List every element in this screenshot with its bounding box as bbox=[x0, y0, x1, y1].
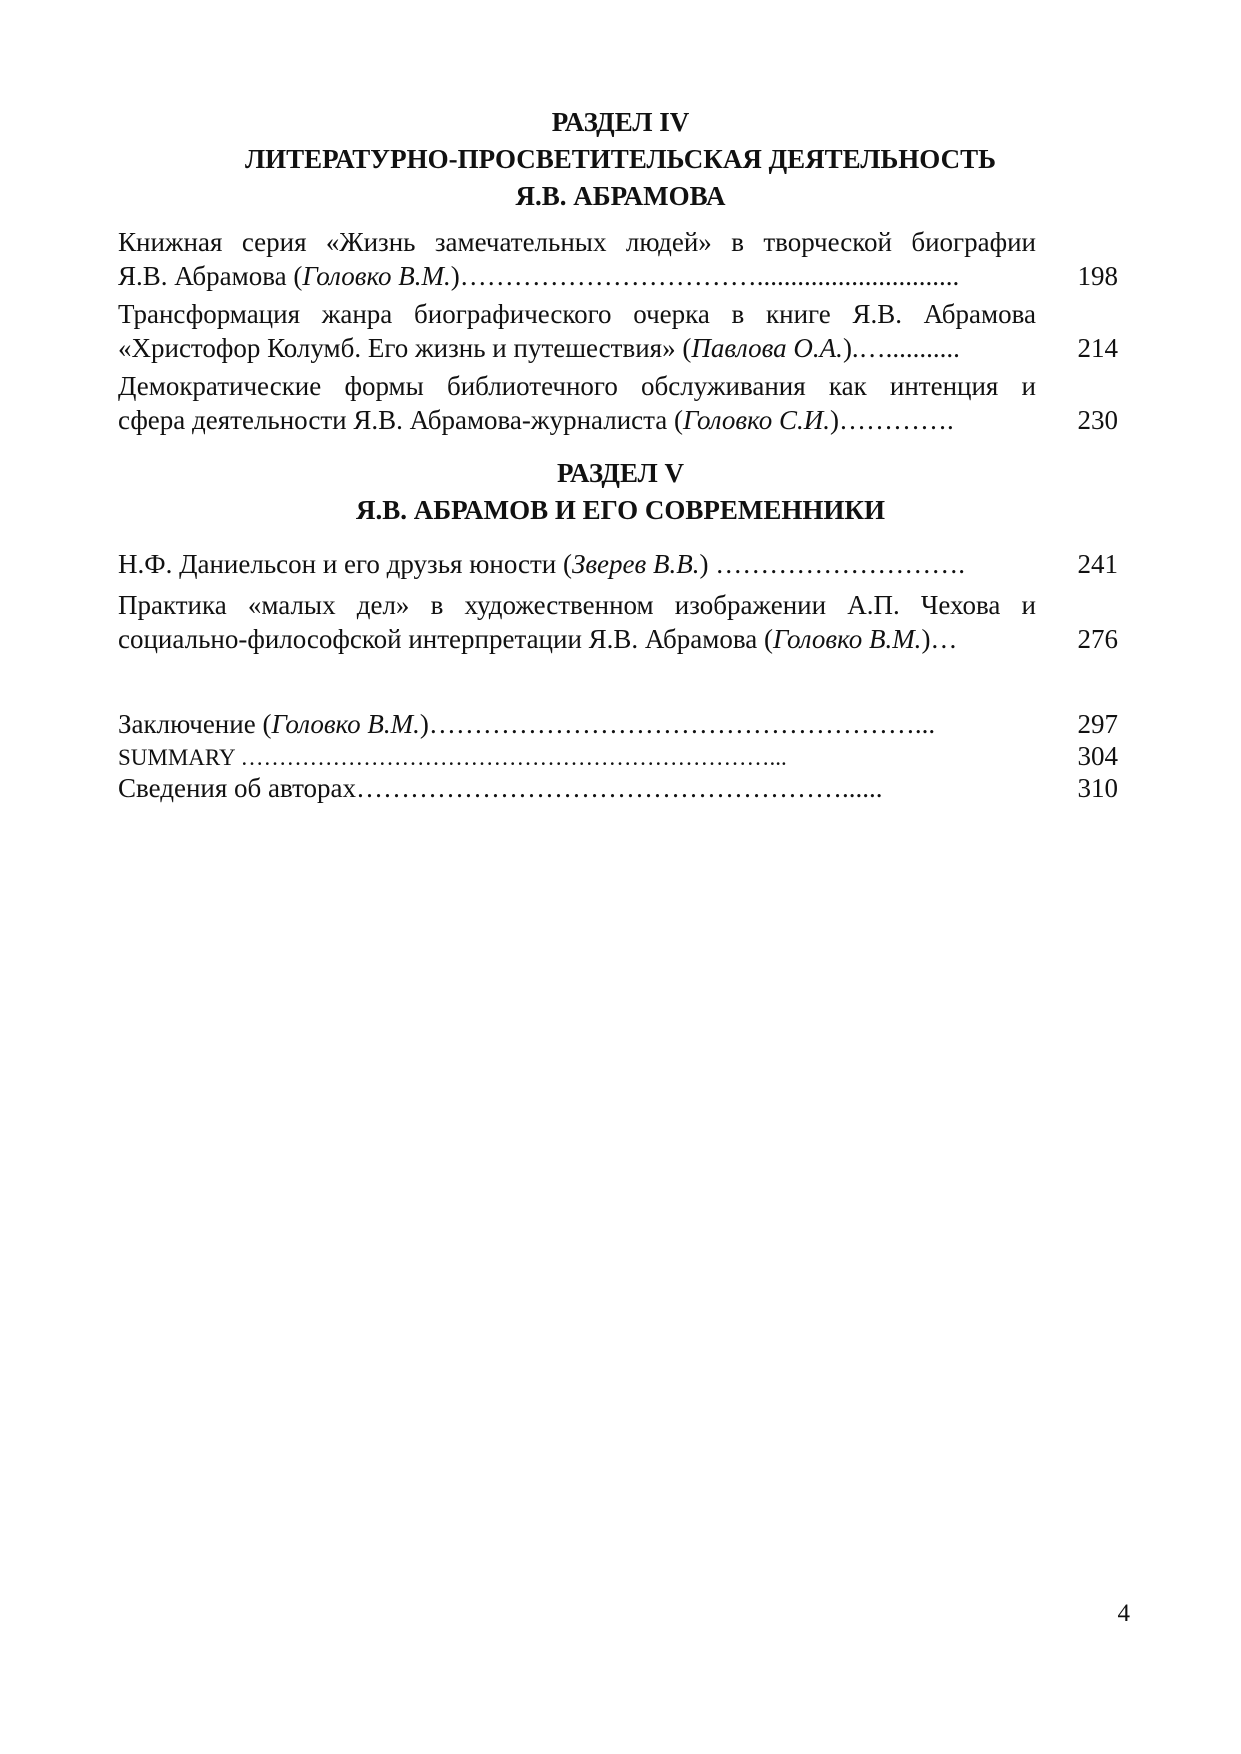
toc-entry-conclusion[interactable] bbox=[118, 707, 1118, 741]
section-4-heading bbox=[0, 104, 1241, 215]
toc-entry-leader: )………………………………………………... bbox=[419, 709, 936, 739]
toc-entry[interactable] bbox=[118, 547, 1118, 581]
toc-entry-title: Демократические формы библиотечного обслуживания как интенция и bbox=[118, 371, 1036, 401]
toc-entry-page: 241 bbox=[1077, 549, 1118, 579]
toc-entry-author: Головко В.М. bbox=[271, 709, 420, 739]
toc-entry[interactable] bbox=[118, 369, 1118, 437]
toc-entry[interactable] bbox=[118, 225, 1118, 293]
toc-entry-leader: )…………. bbox=[829, 405, 954, 435]
toc-entry[interactable] bbox=[118, 588, 1118, 656]
toc-entry-author: Павлова О.А. bbox=[691, 333, 843, 363]
toc-entry-leader: ).…........... bbox=[842, 333, 960, 363]
toc-entry-author: Зверев В.В. bbox=[571, 549, 700, 579]
toc-entry-text: Я.В. Абрамова ( bbox=[118, 261, 303, 291]
toc-entry-page: 276 bbox=[1077, 624, 1118, 654]
toc-entry-text: Сведения об авторах………………………………………………...... bbox=[118, 773, 883, 803]
toc-entry-leader: )… bbox=[921, 624, 958, 654]
toc-entry-text: Н.Ф. Даниельсон и его друзья юности ( bbox=[118, 549, 572, 579]
toc-entry-leader: ) ………………………. bbox=[699, 549, 965, 579]
toc-entry-text: социально-философской интерпретации Я.В. Абрамова ( bbox=[118, 624, 773, 654]
toc-entry-title: Трансформация жанра биографического очерка в книге Я.В. Абрамова bbox=[118, 299, 1036, 329]
toc-entry-text: Заключение ( bbox=[118, 709, 272, 739]
toc-entry[interactable] bbox=[118, 297, 1118, 365]
toc-entry-page: 310 bbox=[1077, 773, 1118, 803]
toc-entry-title: Практика «малых дел» в художественном изображении А.П. Чехова и bbox=[118, 590, 1036, 620]
page-number: 4 bbox=[1117, 1600, 1130, 1627]
section-5-subtitle: Я.В. АБРАМОВ И ЕГО СОВРЕМЕННИКИ bbox=[356, 495, 885, 525]
toc-entry-text: сфера деятельности Я.В. Абрамова-журналиста ( bbox=[118, 405, 683, 435]
section-4-subtitle: ЛИТЕРАТУРНО-ПРОСВЕТИТЕЛЬСКАЯ ДЕЯТЕЛЬНОСТЬ bbox=[245, 144, 996, 174]
toc-entry-leader: )…………………………….............................. bbox=[450, 261, 960, 291]
toc-entry-text: SUMMARY ……………………………………………………………... bbox=[118, 745, 787, 770]
toc-entry-page: 230 bbox=[1077, 405, 1118, 435]
section-5-heading bbox=[0, 455, 1241, 529]
toc-entry-page: 304 bbox=[1077, 741, 1118, 771]
section-4-title: РАЗДЕЛ IV bbox=[551, 107, 690, 137]
toc-entry-page: 297 bbox=[1077, 709, 1118, 739]
toc-entry-text: «Христофор Колумб. Его жизнь и путешествия» ( bbox=[118, 333, 692, 363]
toc-entry-authors[interactable] bbox=[118, 771, 1118, 805]
toc-entry-author: Головко С.И. bbox=[683, 405, 830, 435]
toc-entry-page: 198 bbox=[1077, 261, 1118, 291]
toc-entry-page: 214 bbox=[1077, 333, 1118, 363]
toc-entry-author: Головко В.М. bbox=[772, 624, 922, 654]
toc-entry-title: Книжная серия «Жизнь замечательных людей» в творческой биографии bbox=[118, 227, 1036, 257]
toc-entry-summary[interactable] bbox=[118, 739, 1118, 775]
toc-entry-author: Головко В.М. bbox=[302, 261, 451, 291]
section-5-title: РАЗДЕЛ V bbox=[556, 458, 685, 488]
section-4-subtitle-name: Я.В. АБРАМОВА bbox=[515, 181, 726, 211]
